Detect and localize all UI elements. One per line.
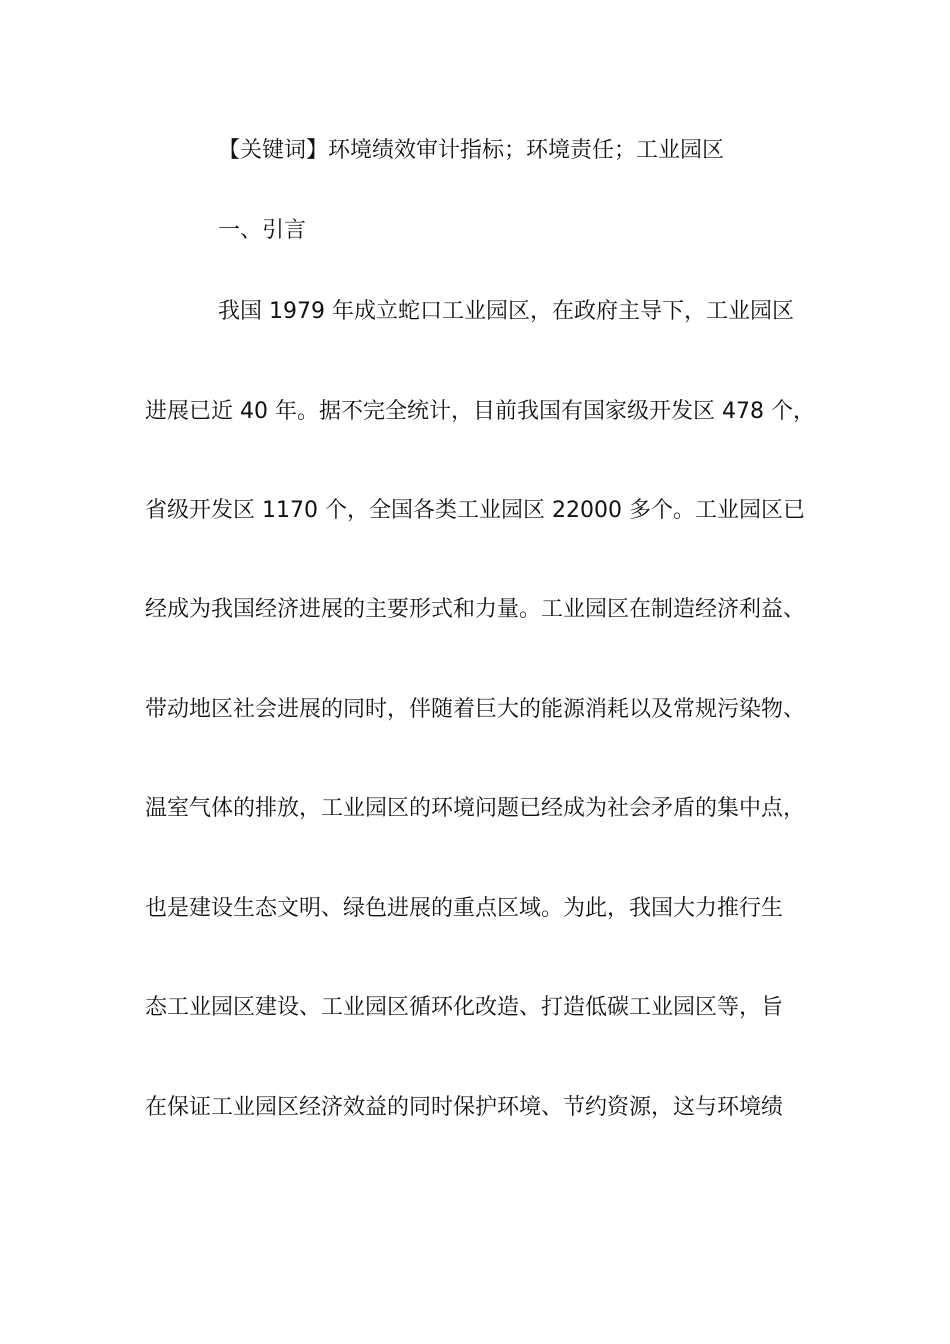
paragraph-line: 态工业园区建设、工业园区循环化改造、打造低碳工业园区等，旨 [145,995,784,1020]
paragraph-line: 带动地区社会进展的同时，伴随着巨大的能源消耗以及常规污染物、 [145,697,806,722]
section-heading: 一、引言 [218,218,307,243]
keywords-line: 【关键词】环境绩效审计指标；环境责任；工业园区 [218,138,725,163]
paragraph-line: 我国 1979 年成立蛇口工业园区，在政府主导下，工业园区 [218,299,794,324]
paragraph-line: 温室气体的排放，工业园区的环境问题已经成为社会矛盾的集中点， [145,796,806,821]
paragraph-line: 进展已近 40 年。据不完全统计，目前我国有国家级开发区 478 个， [145,399,815,424]
paragraph-line: 也是建设生态文明、绿色进展的重点区域。为此，我国大力推行生 [145,896,784,921]
paragraph-line: 在保证工业园区经济效益的同时保护环境、节约资源，这与环境绩 [145,1095,784,1120]
paragraph-line: 经成为我国经济进展的主要形式和力量。工业园区在制造经济利益、 [145,597,806,622]
paragraph-line: 省级开发区 1170 个，全国各类工业园区 22000 多个。工业园区已 [145,498,805,523]
